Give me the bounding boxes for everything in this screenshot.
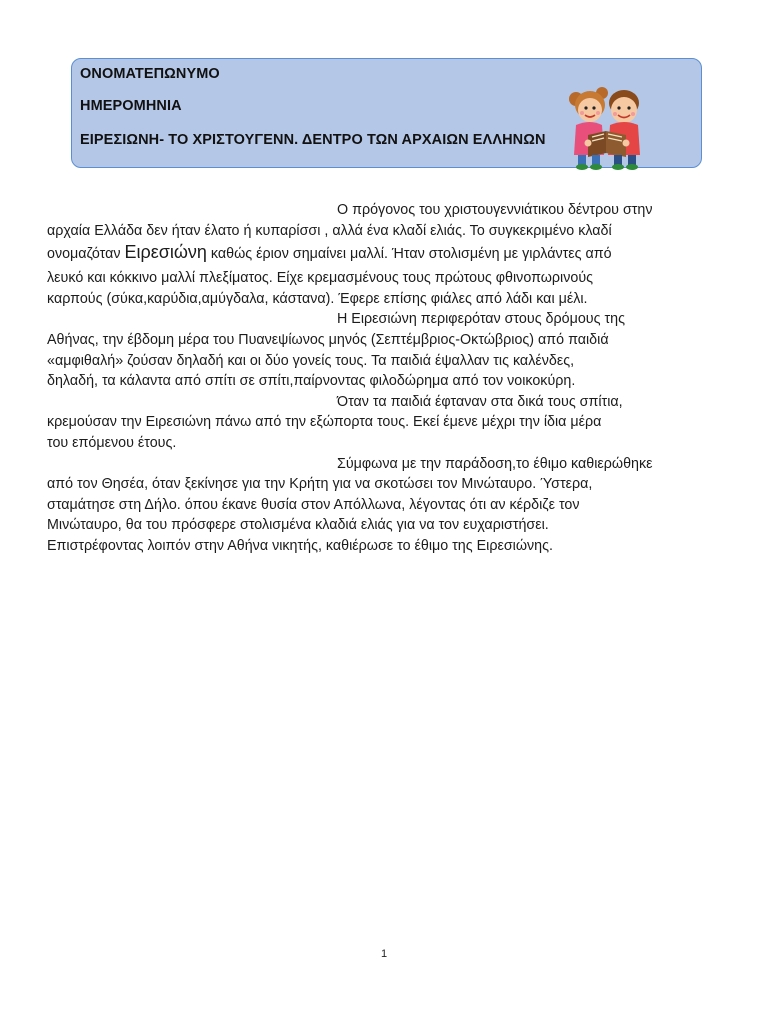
text-line: καρπούς (σύκα,καρύδια,αμύγδαλα, κάστανα). Έφερε επίσης φιάλες από λάδι και μέλι. <box>47 290 588 307</box>
text-line: από τον Θησέα, όταν ξεκίνησε για την Κρήτη για να σκοτώσει τον Μινώταυρο. Ύστερα, <box>47 476 593 493</box>
date-label: ΗΜΕΡΟΜΗΝΙΑ <box>80 98 182 114</box>
page-number: 1 <box>380 948 388 960</box>
name-label: ΟΝΟΜΑΤΕΠΩΝΥΜΟ <box>80 66 220 82</box>
paragraph-3 <box>47 392 727 454</box>
paragraph-4 <box>47 454 727 557</box>
text-line: λευκό και κόκκινο μαλλί πλεξίματος. Είχε κρεμασμένους τους πρώτους φθινοπωρινούς <box>47 270 594 287</box>
text-line: Αθήνας, την έβδομη μέρα του Πυανεψίωνος μηνός (Σεπτέμβριος-Οκτώβριος) από παιδιά <box>47 331 609 348</box>
highlighted-word: Ειρεσιώνη <box>124 242 207 263</box>
text-line: «αμφιθαλή» ζούσαν δηλαδή και οι δύο γονείς τους. Τα παιδιά έψαλλαν τις καλένδες, <box>47 352 575 369</box>
text-line: Ο πρόγονος του χριστουγεννιάτικου δέντρου στην <box>337 202 653 218</box>
text-line: δηλαδή, τα κάλαντα από σπίτι σε σπίτι,παίρνοντας φιλοδώρημα από τον νοικοκύρη. <box>47 373 576 390</box>
text-line: σταμάτησε στη Δήλο. όπου έκανε θυσία στον Απόλλωνα, λέγοντας ότι αν κέρδιζε τον <box>47 496 580 513</box>
text-line: αρχαία Ελλάδα δεν ήταν έλατο ή κυπαρίσσι , αλλά ένα κλαδί ελιάς. Το συγκεκριμένο κλαδί <box>47 222 612 239</box>
text-line: κρεμούσαν την Ειρεσιώνη πάνω από την εξώπορτα τους. Εκεί έμενε μέχρι την ίδια μέρα <box>47 414 602 431</box>
children-reading-book-icon <box>568 77 648 173</box>
text-line: Σύμφωνα με την παράδοση,το έθιμο καθιερώθηκε <box>337 455 653 472</box>
text-line: Μινώταυρο, θα του πρόσφερε στολισμένα κλαδιά ελιάς για να τον ευχαριστήσει. <box>47 517 549 534</box>
paragraph-2 <box>47 309 727 391</box>
text-line: καθώς έριον σημαίνει μαλλί. Ήταν στολισμένη με γιρλάντες από <box>206 246 612 263</box>
worksheet-header-box <box>71 58 702 168</box>
text-line: Η Ειρεσιώνη περιφερόταν στους δρόμους της <box>337 311 625 328</box>
text-line: Όταν τα παιδιά έφταναν στα δικά τους σπίτια, <box>337 393 623 410</box>
text-line: Επιστρέφοντας λοιπόν στην Αθήνα νικητής, καθιέρωσε το έθιμο της Ειρεσιώνης. <box>47 537 553 554</box>
article-body <box>47 200 727 557</box>
paragraph-1 <box>47 200 727 309</box>
worksheet-title: ΕΙΡΕΣΙΩΝΗ- ΤΟ ΧΡΙΣΤΟΥΓΕΝΝ. ΔΕΝΤΡΟ ΤΩΝ ΑΡΧΑΙΩΝ ΕΛΛΗΝΩΝ <box>80 132 546 148</box>
text-line: ονομαζόταν <box>47 246 125 263</box>
text-line: του επόμενου έτους. <box>47 434 177 451</box>
